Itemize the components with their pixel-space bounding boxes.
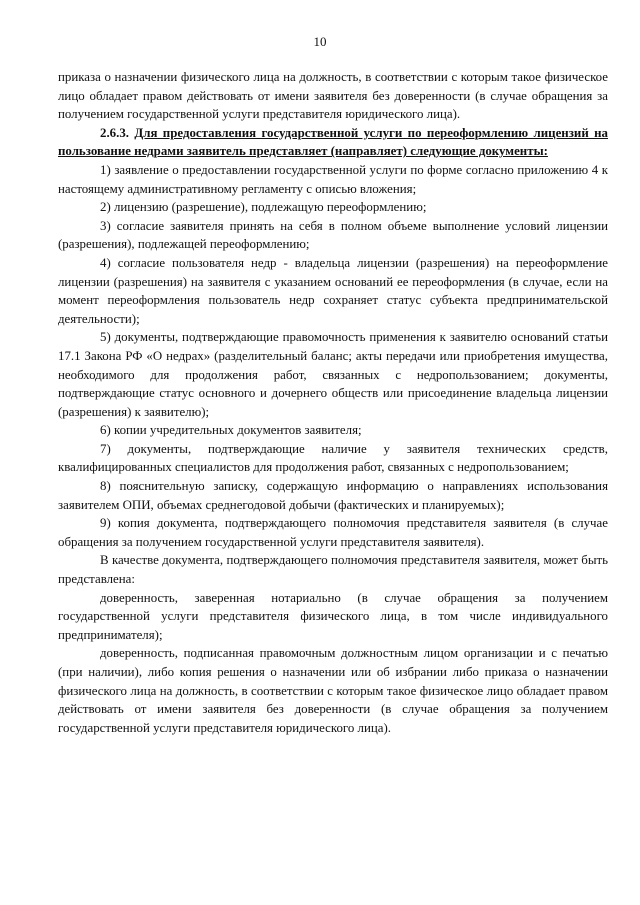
list-item-1: 1) заявление о предоставлении государственной услуги по форме согласно приложению 4 к настоящему административному регламенту с описью вложения; (58, 162, 608, 196)
list-item-9: 9) копия документа, подтверждающего полномочия представителя заявителя (в случае обращения за получением государственной услуги представителя заявителя). (58, 516, 608, 549)
section-number: 2.6.3. (100, 125, 130, 140)
document-body (58, 68, 608, 737)
list-item-2: 2) лицензию (разрешение), подлежащую переоформлению; (100, 200, 427, 215)
list-item-5: 5) документы, подтверждающие правомочность применения к заявителю оснований статьи 17.1 Закона РФ «О недрах» (разделительный баланс; акты передачи или приобретения имущества, необходимого для продолжения работ, связанных с недропользованием; документы, подтверждающие статус основного и дочернего обществ или присоединение владельца лицензии (разрешения) к заявителю); (58, 330, 608, 419)
list-item-8: 8) пояснительную записку, содержащую информацию о направлениях использования заявителем ОПИ, объемах среднегодовой добычи (фактических и планируемых); (58, 479, 608, 512)
list-item-7: 7) документы, подтверждающие наличие у заявителя технических средств, квалифицированных специалистов для продолжения работ, связанных с недропользованием; (58, 441, 608, 475)
section-title: Для предоставления государственной услуги по переоформлению лицензий на пользование недрами заявитель представляет (направляет) следующие документы: (58, 125, 608, 159)
option-paragraph-1: доверенность, заверенная нотариально (в случае обращения за получением государственной услуги представителя физического лица, в том числе индивидуального предпринимателя); (58, 590, 608, 642)
page-number: 10 (313, 34, 327, 49)
list-item-6: 6) копии учредительных документов заявителя; (100, 423, 362, 438)
section-heading (58, 124, 608, 161)
list-item-3: 3) согласие заявителя принять на себя в полном объеме выполнение условий лицензии (разрешения), подлежащей переоформлению; (58, 218, 608, 252)
note-paragraph: В качестве документа, подтверждающего полномочия представителя заявителя, может быть представлена: (58, 553, 608, 587)
list-item-4: 4) согласие пользователя недр - владельца лицензии (разрешения) на переоформление лицензии (разрешения) на заявителя с указанием оснований ее переоформления (в случае, если на момент переоформления пользователь недр сохраняет статус субъекта предпринимательской деятельности); (58, 255, 608, 326)
intro-paragraph: приказа о назначении физического лица на должность, в соответствии с которым такое физическое лицо обладает правом действовать от имени заявителя без доверенности (в случае обращения за получением государственной услуги представителя юридического лица). (58, 70, 608, 122)
option-paragraph-2: доверенность, подписанная правомочным должностным лицом организации и с печатью (при наличии), либо копия решения о назначении или об избрании либо приказа о назначении физического лица на должность, в соответствии с которым такое физическое лицо обладает правом действовать от имени заявителя без доверенности (в случае обращения за получением государственной услуги представителя юридического лица). (58, 646, 608, 735)
